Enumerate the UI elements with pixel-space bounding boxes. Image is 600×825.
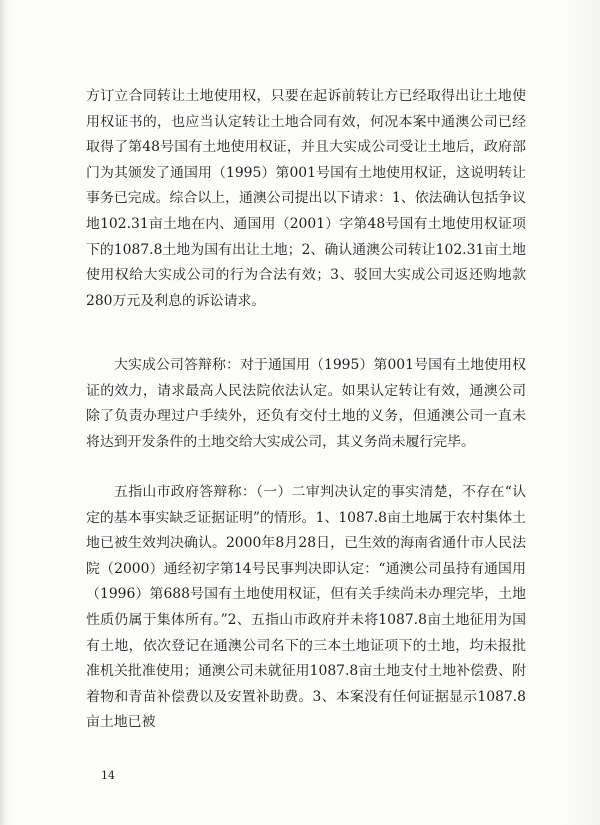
scan-edge-shadow (0, 0, 6, 825)
page-number: 14 (101, 769, 115, 782)
paragraph-continuation: 方订立合同转让土地使用权，只要在起诉前转让方已经取得出让土地使用权证书的，也应当认定转让土地合同有效，何况本案中通澳公司已经取得了第48号国有土地使用权证，并且大实成公司受让土地后，政府部门为其颁发了通国用（1995）第001号国有土地使用权证，这说明转让事务已完成。综合以上，通澳公司提出以下请求：1、依法确认包括争议地102.31亩土地在内、通国用（2001）字第48号国有土地使用权证项下的1087.8土地为国有出让土地；2、确认通澳公司转让102.31亩土地使用权给大实成公司的行为合法有效；3、驳回大实成公司返还购地款280万元及利息的诉讼请求。 (86, 88, 526, 309)
paragraph-wuzhishan-reply: 五指山市政府答辩称：（一）二审判决认定的事实清楚，不存在“认定的基本事实缺乏证据证明”的情形。1、1087.8亩土地属于农村集体土地已被生效判决确认。2000年8月28日，已生效的海南省通什市人民法院（2000）通经初字第14号民事判决即认定：“通澳公司虽持有通国用（1996）第688号国有土地使用权证，但有关手续尚未办理完毕，土地性质仍属于集体所有。”2、五指山市政府并未将1087.8亩土地征用为国有土地，依次登记在通澳公司名下的三本土地证项下的土地，均未报批准机关批准使用；通澳公司未就征用1087.8亩土地支付土地补偿费、附着物和青苗补偿费以及安置补助费。3、本案没有任何证据显示1087.8亩土地已被 (86, 484, 526, 731)
paragraph-dashicheng-reply: 大实成公司答辩称：对于通国用（1995）第001号国有土地使用权证的效力，请求最高人民法院依法认定。如果认定转让有效，通澳公司除了负责办理过户手续外，还负有交付土地的义务，但通澳公司一直未将达到开发条件的土地交给大实成公司，其义务尚未履行完毕。 (86, 357, 526, 450)
